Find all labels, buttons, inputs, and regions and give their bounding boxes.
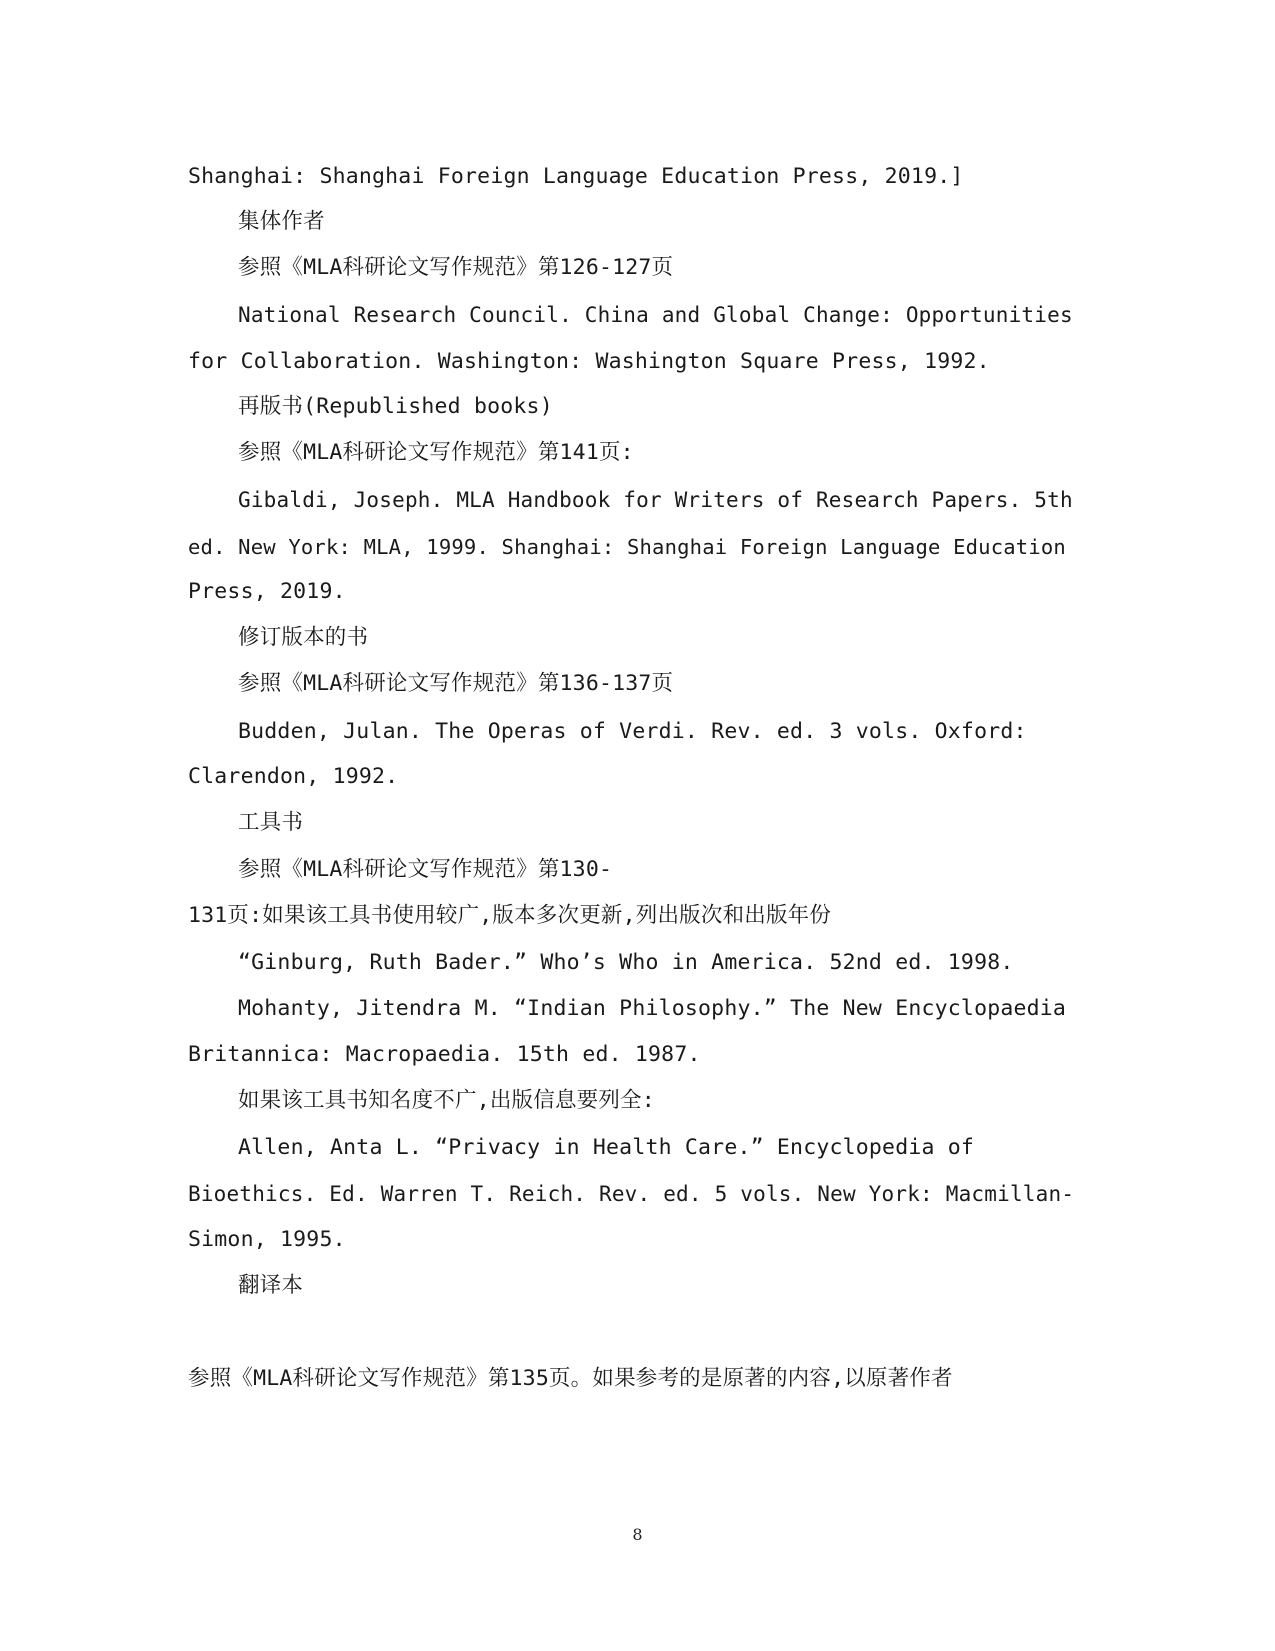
citation-line: Britannica: Macropaedia. 15th ed. 1987. [188, 1042, 701, 1067]
text-line: 参照《MLA科研论文写作规范》第136-137页 [238, 671, 674, 696]
citation-line: Mohanty, Jitendra M. “Indian Philosophy.” The New Encyclopaedia [238, 996, 1067, 1021]
citation-line: Press, 2019. [188, 579, 346, 604]
citation-line: for Collaboration. Washington: Washington Square Press, 1992. [188, 349, 990, 374]
citation-line: Gibaldi, Joseph. MLA Handbook for Writers of Research Papers. 5th [238, 488, 1073, 512]
section-heading: 翻译本 [238, 1273, 304, 1298]
citation-line: Simon, 1995. [188, 1227, 346, 1252]
citation-line: Budden, Julan. The Operas of Verdi. Rev. ed. 3 vols. Oxford: [238, 719, 1027, 744]
text-line: 如果该工具书知名度不广,出版信息要列全: [238, 1088, 655, 1113]
text-line: 参照《MLA科研论文写作规范》第135页。如果参考的是原著的内容,以原著作者 [188, 1366, 953, 1391]
text-line: Shanghai: Shanghai Foreign Language Education Press, 2019.] [188, 164, 964, 189]
page-number: 8 [632, 1525, 643, 1544]
section-heading: 再版书(Republished books) [238, 394, 553, 419]
section-heading: 工具书 [238, 810, 304, 835]
citation-line: Allen, Anta L. “Privacy in Health Care.” Encyclopedia of [238, 1135, 975, 1160]
text-line: 参照《MLA科研论文写作规范》第141页: [238, 440, 634, 465]
citation-line: Clarendon, 1992. [188, 764, 399, 789]
section-heading: 集体作者 [238, 209, 325, 234]
text-line: 131页:如果该工具书使用较广,版本多次更新,列出版次和出版年份 [188, 903, 832, 928]
citation-line: ed. New York: MLA, 1999. Shanghai: Shanghai Foreign Language Education [188, 535, 1066, 559]
citation-line: “Ginburg, Ruth Bader.” Who’s Who in America. 52nd ed. 1998. [238, 950, 1014, 975]
text-line: 参照《MLA科研论文写作规范》第130- [238, 857, 613, 882]
citation-line: National Research Council. China and Global Change: Opportunities [238, 303, 1073, 327]
section-heading: 修订版本的书 [238, 625, 369, 650]
citation-line: Bioethics. Ed. Warren T. Reich. Rev. ed. 5 vols. New York: Macmillan- [188, 1182, 1075, 1206]
text-line: 参照《MLA科研论文写作规范》第126-127页 [238, 255, 674, 280]
